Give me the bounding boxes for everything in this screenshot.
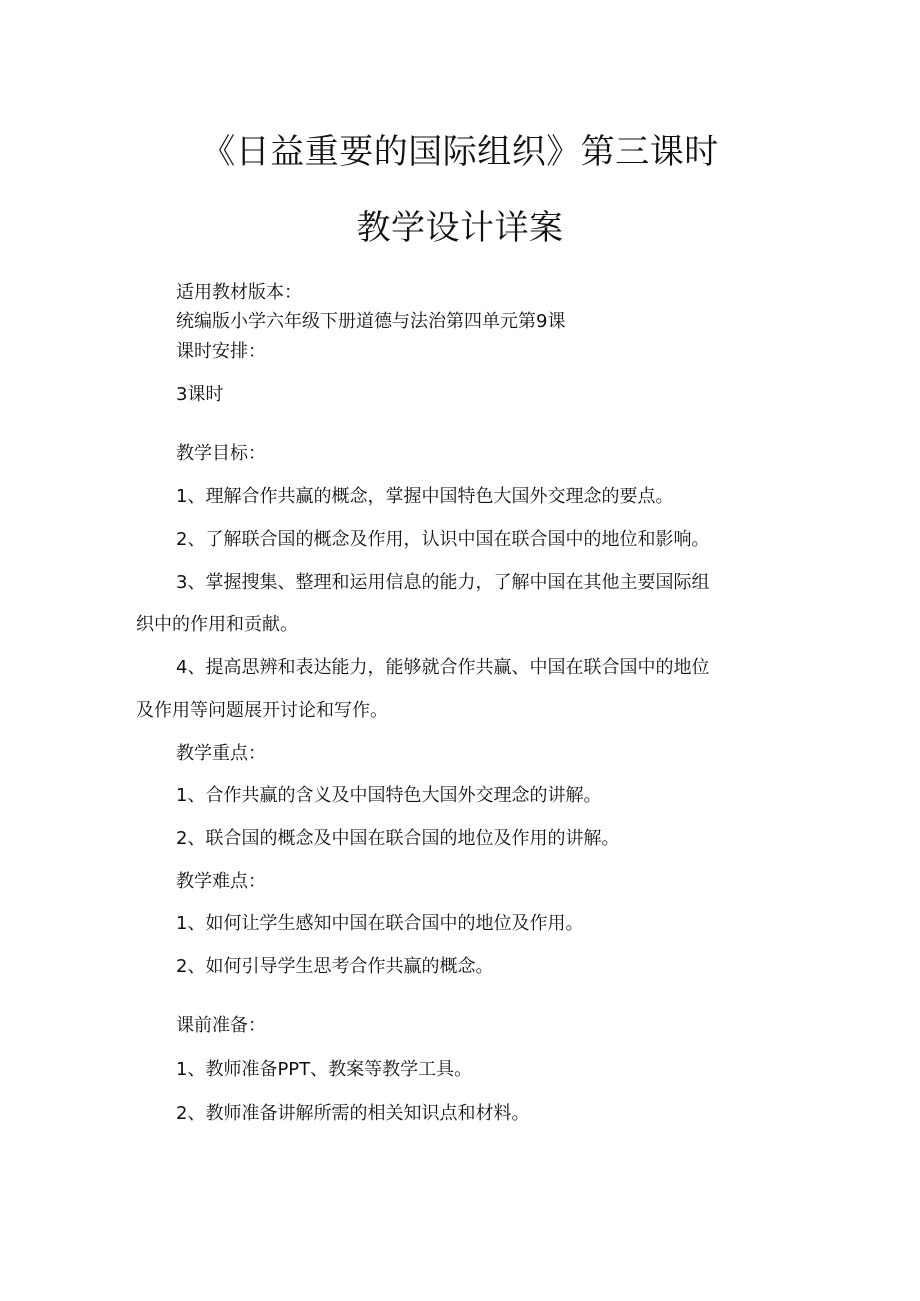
key-point-item: 2、联合国的概念及中国在联合国的地位及作用的讲解。 [176, 828, 620, 849]
objectives-heading: 教学目标： [176, 443, 266, 464]
schedule-label: 课时安排： [176, 341, 266, 362]
difficulty-item: 2、如何引导学生思考合作共赢的概念。 [176, 956, 494, 977]
objective-item-continuation: 织中的作用和贡献。 [136, 614, 298, 635]
objective-item: 2、了解联合国的概念及作用，认识中国在联合国中的地位和影响。 [176, 529, 710, 550]
objective-item: 4、提高思辨和表达能力，能够就合作共赢、中国在联合国中的地位 [176, 657, 710, 678]
key-point-item: 1、合作共赢的含义及中国特色大国外交理念的讲解。 [176, 785, 602, 806]
preparation-item: 2、教师准备讲解所需的相关知识点和材料。 [176, 1103, 530, 1124]
document-title-line-2: 教学设计详案 [356, 208, 564, 248]
textbook-label: 适用教材版本： [176, 282, 302, 303]
schedule-value: 3课时 [176, 384, 224, 405]
difficulties-heading: 教学难点： [176, 871, 266, 892]
key-points-heading: 教学重点： [176, 743, 266, 764]
objective-item: 1、理解合作共赢的概念，掌握中国特色大国外交理念的要点。 [176, 486, 674, 507]
difficulty-item: 1、如何让学生感知中国在联合国中的地位及作用。 [176, 913, 584, 934]
textbook-value: 统编版小学六年级下册道德与法治第四单元第9课 [176, 311, 566, 332]
objective-item: 3、掌握搜集、整理和运用信息的能力，了解中国在其他主要国际组 [176, 572, 710, 593]
preparation-heading: 课前准备： [176, 1015, 266, 1036]
preparation-item: 1、教师准备PPT、教案等教学工具。 [176, 1059, 473, 1080]
document-title-line-1: 《日益重要的国际组织》第三课时 [201, 132, 719, 172]
objective-item-continuation: 及作用等问题展开讨论和写作。 [136, 700, 388, 721]
